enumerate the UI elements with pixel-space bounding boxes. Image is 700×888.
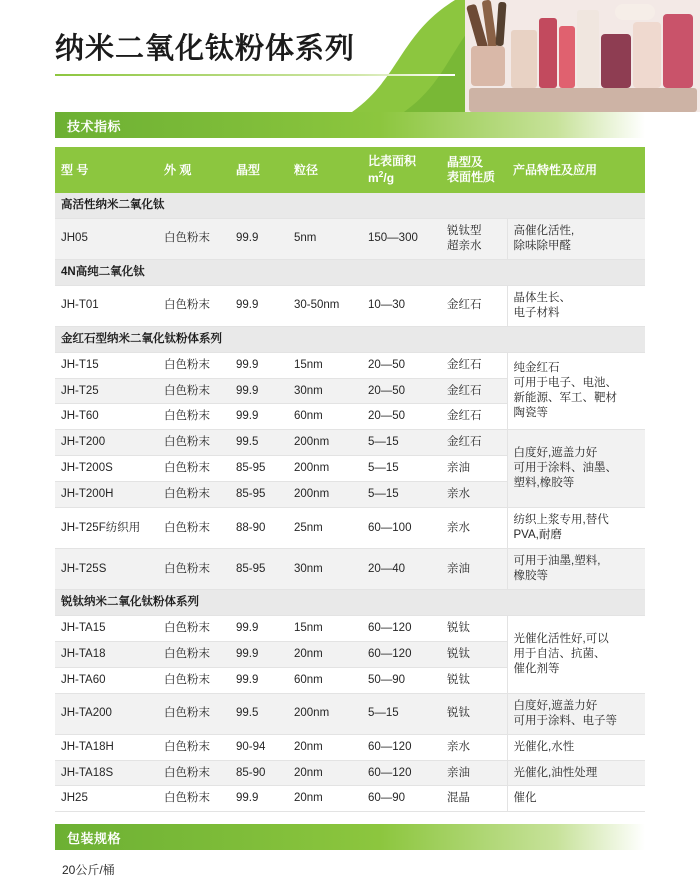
- cell-size: 20nm: [288, 786, 362, 812]
- cell-surface: 亲水: [441, 482, 507, 508]
- cosmetics-photo: [465, 0, 700, 112]
- spec-section-bar: [55, 112, 645, 138]
- title-underline: [55, 74, 455, 76]
- cell-area: 60—90: [362, 786, 441, 812]
- cell-appearance: 白色粉末: [158, 430, 230, 456]
- cell-size: 25nm: [288, 508, 362, 549]
- cell-area: 60—120: [362, 734, 441, 760]
- cell-application: [507, 508, 645, 549]
- cell-surface: 金红石: [441, 430, 507, 456]
- cell-application-line2: PVA,耐磨: [513, 529, 562, 542]
- cell-crystal: 99.9: [230, 285, 288, 326]
- cell-appearance: 白色粉末: [158, 378, 230, 404]
- group-row: [55, 259, 645, 285]
- cell-appearance: 白色粉末: [158, 615, 230, 641]
- group-label: 金红石型纳米二氧化钛粉体系列: [55, 326, 645, 352]
- table-row: [55, 549, 645, 590]
- cell-application: [507, 285, 645, 326]
- spec-table: [55, 147, 645, 812]
- table-row: [55, 760, 645, 786]
- group-row: [55, 193, 645, 218]
- cell-application: [507, 693, 645, 734]
- table-row: [55, 430, 645, 456]
- cell-appearance: 白色粉末: [158, 786, 230, 812]
- cell-application-line1: 白度好,遮盖力好: [513, 447, 598, 460]
- cell-application-line2: 可用于涂料、油墨、: [513, 462, 617, 475]
- cell-appearance: 白色粉末: [158, 456, 230, 482]
- cell-crystal: 99.5: [230, 430, 288, 456]
- cell-model: JH-T200H: [55, 482, 158, 508]
- cell-size: 30nm: [288, 549, 362, 590]
- col-header-model: 型 号: [55, 147, 158, 193]
- cell-size: 200nm: [288, 693, 362, 734]
- cell-crystal: 88-90: [230, 508, 288, 549]
- cell-area: 20—40: [362, 549, 441, 590]
- group-row: [55, 326, 645, 352]
- cell-appearance: 白色粉末: [158, 734, 230, 760]
- cell-crystal: 90-94: [230, 734, 288, 760]
- cell-application-line1: 纺织上浆专用,替代: [513, 514, 609, 527]
- cell-area: 10—30: [362, 285, 441, 326]
- cell-appearance: 白色粉末: [158, 508, 230, 549]
- table-row: [55, 218, 645, 259]
- cell-application-line1: 高催化活性,: [513, 224, 575, 237]
- cell-appearance: 白色粉末: [158, 285, 230, 326]
- cell-model: JH-TA18H: [55, 734, 158, 760]
- cell-appearance: 白色粉末: [158, 404, 230, 430]
- cell-appearance: 白色粉末: [158, 218, 230, 259]
- cell-application-line3: 塑料,橡胶等: [513, 477, 575, 490]
- cell-area: 150—300: [362, 218, 441, 259]
- cell-area: 5—15: [362, 430, 441, 456]
- cell-crystal: 99.9: [230, 615, 288, 641]
- cell-application-line1: 纯金红石: [513, 362, 560, 375]
- cell-size: 15nm: [288, 352, 362, 378]
- cell-crystal: 99.9: [230, 352, 288, 378]
- cell-crystal: 99.9: [230, 218, 288, 259]
- cell-application-line2: 可用于涂料、电子等: [513, 714, 617, 727]
- cell-area: 60—120: [362, 641, 441, 667]
- cell-size: 15nm: [288, 615, 362, 641]
- cell-surface: 锐钛: [441, 641, 507, 667]
- cell-appearance: 白色粉末: [158, 549, 230, 590]
- cell-surface: 金红石: [441, 352, 507, 378]
- cell-area: 5—15: [362, 456, 441, 482]
- cell-size: 30-50nm: [288, 285, 362, 326]
- cell-area: 20—50: [362, 378, 441, 404]
- cell-appearance: 白色粉末: [158, 641, 230, 667]
- cell-surface: 亲油: [441, 456, 507, 482]
- cell-model: JH05: [55, 218, 158, 259]
- package-section-bar-wrap: [55, 824, 645, 850]
- cell-model: JH-T60: [55, 404, 158, 430]
- cell-crystal: 85-95: [230, 456, 288, 482]
- cell-model: JH-T15: [55, 352, 158, 378]
- cell-application-line1: 白度好,遮盖力好: [513, 699, 598, 712]
- col-header-area: [362, 147, 441, 193]
- cell-size: 30nm: [288, 378, 362, 404]
- cell-model: JH-T25S: [55, 549, 158, 590]
- cell-model: JH-TA15: [55, 615, 158, 641]
- cell-area: 60—120: [362, 760, 441, 786]
- cell-model: JH-TA18: [55, 641, 158, 667]
- cell-surface: 亲水: [441, 508, 507, 549]
- cell-model: JH-TA200: [55, 693, 158, 734]
- group-row: [55, 589, 645, 615]
- col-header-area-unit-m: m: [368, 171, 379, 185]
- cell-size: 200nm: [288, 430, 362, 456]
- table-row: [55, 786, 645, 812]
- cell-crystal: 99.5: [230, 693, 288, 734]
- group-label: 4N高纯二氧化钛: [55, 259, 645, 285]
- cell-crystal: 99.9: [230, 378, 288, 404]
- cell-size: 200nm: [288, 456, 362, 482]
- cell-size: 5nm: [288, 218, 362, 259]
- cell-application: [507, 615, 645, 693]
- table-row: [55, 352, 645, 378]
- spec-table-wrap: [55, 147, 645, 812]
- cell-surface: 亲油: [441, 549, 507, 590]
- col-header-appearance: 外 观: [158, 147, 230, 193]
- cell-size: 20nm: [288, 641, 362, 667]
- table-row: [55, 734, 645, 760]
- col-header-crystal: 晶型: [230, 147, 288, 193]
- cell-surface: 亲油: [441, 760, 507, 786]
- col-header-size: 粒径: [288, 147, 362, 193]
- cell-area: 60—120: [362, 615, 441, 641]
- table-row: [55, 508, 645, 549]
- cell-area: 20—50: [362, 404, 441, 430]
- cell-surface: 混晶: [441, 786, 507, 812]
- cell-application: [507, 218, 645, 259]
- cell-model: JH-T25: [55, 378, 158, 404]
- cell-application-line2: 电子材料: [513, 306, 560, 319]
- cell-surface-line2: 超亲水: [447, 239, 482, 252]
- cell-appearance: 白色粉末: [158, 760, 230, 786]
- cell-application-line1: 晶体生长、: [513, 291, 571, 304]
- cell-application: [507, 549, 645, 590]
- cell-area: 20—50: [362, 352, 441, 378]
- cell-application-line2: 橡胶等: [513, 570, 548, 582]
- cell-application: 光催化,油性处理: [507, 760, 645, 786]
- cell-surface: [441, 218, 507, 259]
- table-header-row: [55, 147, 645, 193]
- cell-application-line3: 催化剂等: [513, 662, 560, 675]
- cell-crystal: 85-95: [230, 482, 288, 508]
- package-section-label: 包装规格: [67, 830, 122, 846]
- cell-application-line4: 陶瓷等: [513, 406, 548, 419]
- cell-application: 光催化,水性: [507, 734, 645, 760]
- cell-model: JH25: [55, 786, 158, 812]
- cell-crystal: 85-90: [230, 760, 288, 786]
- package-note: 20公斤/桶: [62, 863, 115, 878]
- col-header-surface-line1: 晶型及: [447, 155, 484, 169]
- cell-appearance: 白色粉末: [158, 352, 230, 378]
- cell-surface: 亲水: [441, 734, 507, 760]
- spec-table-body: [55, 193, 645, 812]
- package-section-bar: [55, 824, 645, 850]
- cell-model: JH-T200: [55, 430, 158, 456]
- cell-surface: 锐钛: [441, 667, 507, 693]
- cell-crystal: 99.9: [230, 641, 288, 667]
- table-row: [55, 285, 645, 326]
- cell-surface-line1: 锐钛型: [447, 224, 482, 237]
- cell-surface: 锐钛: [441, 693, 507, 734]
- cell-model: JH-TA60: [55, 667, 158, 693]
- cell-model: JH-T01: [55, 285, 158, 326]
- spec-section-label: 技术指标: [67, 118, 122, 134]
- cell-surface: 锐钛: [441, 615, 507, 641]
- col-header-area-line1: 比表面积: [368, 154, 417, 168]
- cell-crystal: 99.9: [230, 667, 288, 693]
- cell-crystal: 85-95: [230, 549, 288, 590]
- cell-application-line1: 可用于油墨,塑料,: [513, 555, 601, 568]
- cell-surface: 金红石: [441, 378, 507, 404]
- cell-application: [507, 430, 645, 508]
- page-header: [0, 0, 700, 112]
- cell-area: 50—90: [362, 667, 441, 693]
- cell-application-line1: 光催化活性好,可以: [513, 632, 609, 645]
- cell-size: 20nm: [288, 760, 362, 786]
- cell-application-line2: 可用于电子、电池、: [513, 377, 617, 390]
- page-title: 纳米二氧化钛粉体系列: [55, 33, 356, 65]
- cell-model: JH-T200S: [55, 456, 158, 482]
- cell-model: JH-T25F纺织用: [55, 508, 158, 549]
- col-header-area-unit-post: /g: [383, 171, 395, 185]
- cell-area: 5—15: [362, 693, 441, 734]
- col-header-surface-line2: 表面性质: [447, 170, 496, 184]
- cell-area: 60—100: [362, 508, 441, 549]
- cell-crystal: 99.9: [230, 404, 288, 430]
- spec-section-bar-wrap: [55, 112, 645, 138]
- col-header-area-unit-sup: 2: [378, 169, 384, 179]
- table-row: [55, 615, 645, 641]
- group-label: 锐钛纳米二氧化钛粉体系列: [55, 589, 645, 615]
- cell-appearance: 白色粉末: [158, 667, 230, 693]
- cell-size: 60nm: [288, 667, 362, 693]
- cell-size: 20nm: [288, 734, 362, 760]
- cell-appearance: 白色粉末: [158, 482, 230, 508]
- cell-model: JH-TA18S: [55, 760, 158, 786]
- cell-application-line2: 用于自洁、抗菌、: [513, 647, 606, 660]
- table-row: [55, 693, 645, 734]
- cell-application: [507, 352, 645, 430]
- col-header-surface: [441, 147, 507, 193]
- col-header-application: 产品特性及应用: [507, 147, 645, 193]
- cell-appearance: 白色粉末: [158, 693, 230, 734]
- cell-application-line2: 除味除甲醛: [513, 239, 571, 252]
- cell-application-line3: 新能源、军工、靶材: [513, 391, 617, 404]
- cell-size: 200nm: [288, 482, 362, 508]
- cell-area: 5—15: [362, 482, 441, 508]
- cell-surface: 金红石: [441, 404, 507, 430]
- cell-surface: 金红石: [441, 285, 507, 326]
- cell-size: 60nm: [288, 404, 362, 430]
- group-label: 高活性纳米二氧化钛: [55, 193, 645, 218]
- cell-crystal: 99.9: [230, 786, 288, 812]
- cell-application: 催化: [507, 786, 645, 812]
